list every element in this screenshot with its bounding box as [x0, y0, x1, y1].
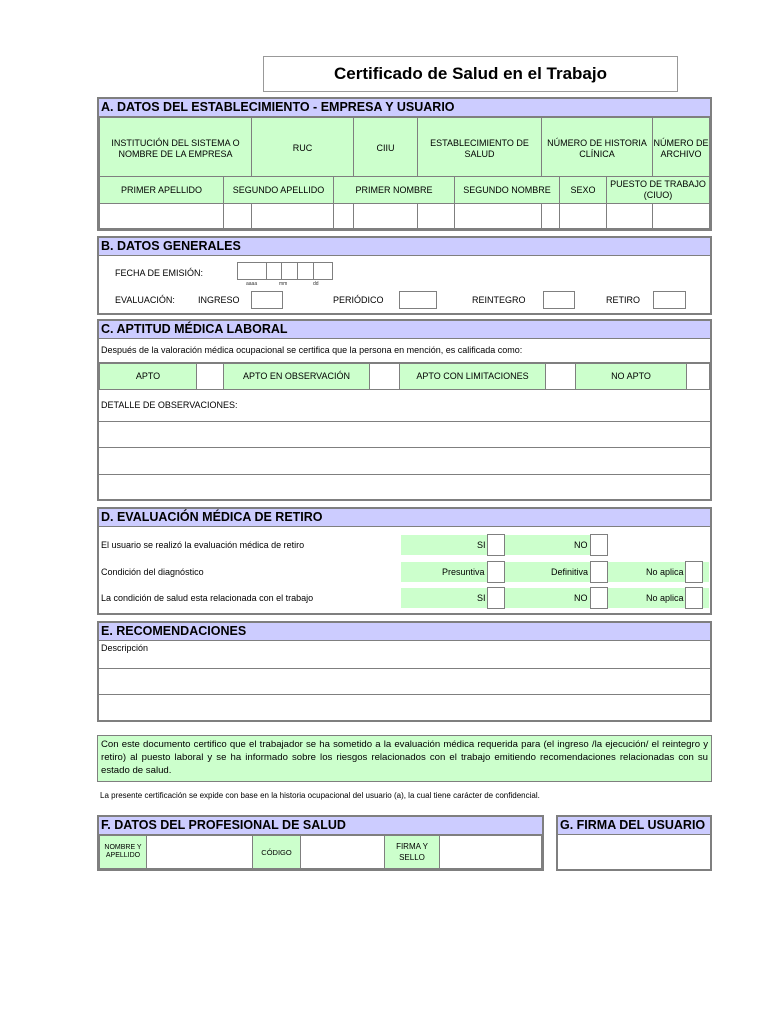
apto-limitaciones-label: APTO CON LIMITACIONES	[400, 364, 546, 390]
section-e-header: E. RECOMENDACIONES	[99, 623, 710, 641]
section-g-header: G. FIRMA DEL USUARIO	[558, 817, 710, 835]
periodico-checkbox[interactable]	[399, 291, 437, 309]
fecha-dia-box[interactable]	[313, 262, 333, 280]
page-title: Certificado de Salud en el Trabajo	[263, 56, 678, 92]
header-numero-archivo: NÚMERO DE ARCHIVO	[653, 118, 710, 180]
no-apto-label: NO APTO	[576, 364, 687, 390]
section-c-header: C. APTITUD MÉDICA LABORAL	[99, 321, 710, 339]
section-d-header: D. EVALUACIÓN MÉDICA DE RETIRO	[99, 509, 710, 527]
segundo-apellido-field[interactable]	[224, 204, 334, 230]
sexo-field[interactable]	[560, 204, 607, 230]
section-b-header: B. DATOS GENERALES	[99, 238, 710, 256]
certification-text: Con este documento certifico que el trabajador se ha sometido a la evaluación médica requerida para (el ingreso /la ejecución/ el reintegro y retiro) al puesto laboral y se ha informado sobre los riesgos relacionados con el trabajo emitiendo recomendaciones relacionadas con su estado de salud.	[97, 735, 712, 782]
condicion-diagnostico-question: Condición del diagnóstico	[101, 567, 204, 577]
header-ruc: RUC	[252, 118, 354, 180]
ingreso-label: INGRESO	[198, 295, 240, 305]
observaciones-field[interactable]	[99, 422, 710, 498]
section-c	[97, 319, 712, 501]
section-d	[97, 507, 712, 615]
header-primer-apellido: PRIMER APELLIDO	[100, 177, 224, 204]
section-a-header: A. DATOS DEL ESTABLECIMIENTO - EMPRESA Y USUARIO	[99, 99, 710, 117]
q1-no-checkbox[interactable]	[590, 534, 608, 556]
header-ciiu: CIIU	[354, 118, 418, 180]
primer-nombre-field[interactable]	[334, 204, 455, 230]
header-segundo-apellido: SEGUNDO APELLIDO	[224, 177, 334, 204]
fecha-anio-box-2[interactable]	[266, 262, 282, 280]
header-segundo-nombre: SEGUNDO NOMBRE	[455, 177, 560, 204]
retiro-label: RETIRO	[606, 295, 641, 305]
header-puesto-trabajo: PUESTO DE TRABAJO (CIUO)	[607, 177, 710, 204]
aptitud-options-table	[99, 363, 710, 390]
nombre-apellido-label: NOMBRE Y APELLIDO	[100, 836, 147, 869]
no-apto-checkbox[interactable]	[687, 364, 710, 390]
section-b	[97, 236, 712, 315]
recomendaciones-field[interactable]	[99, 655, 710, 719]
definitiva-label: Definitiva	[551, 567, 589, 577]
fecha-mes-box[interactable]	[281, 262, 298, 280]
header-institucion: INSTITUCIÓN DEL SISTEMA O NOMBRE DE LA EMPRESA	[100, 118, 252, 180]
header-primer-nombre: PRIMER NOMBRE	[334, 177, 455, 204]
firma-usuario-field[interactable]	[558, 837, 710, 869]
q3-si-checkbox[interactable]	[487, 587, 505, 609]
presuntiva-label: Presuntiva	[442, 567, 485, 577]
q2-no-aplica-label: No aplica	[646, 567, 684, 577]
apto-observacion-label: APTO EN OBSERVACIÓN	[224, 364, 370, 390]
q1-si-checkbox[interactable]	[487, 534, 505, 556]
header-sexo: SEXO	[560, 177, 607, 204]
firma-sello-label: FIRMA Y SELLO	[385, 836, 440, 869]
nombre-apellido-field[interactable]	[147, 836, 253, 869]
ingreso-checkbox[interactable]	[251, 291, 283, 309]
fecha-mes-box-2[interactable]	[297, 262, 314, 280]
header-historia-clinica: NÚMERO DE HISTORIA CLÍNICA	[542, 118, 653, 180]
confidential-note: La presente certificación se expide con base en la historia ocupacional del usuario (a), la cual tiene carácter de confidencial.	[100, 791, 540, 800]
retiro-checkbox[interactable]	[653, 291, 686, 309]
codigo-field[interactable]	[301, 836, 385, 869]
apto-limitaciones-checkbox[interactable]	[546, 364, 576, 390]
q3-no-checkbox[interactable]	[590, 587, 608, 609]
mm-label: mm	[279, 281, 288, 287]
descripcion-label: Descripción	[101, 643, 149, 653]
firma-sello-field[interactable]	[440, 836, 542, 869]
section-a-table-2	[99, 176, 710, 230]
q2-no-aplica-checkbox[interactable]	[685, 561, 703, 583]
reintegro-label: REINTEGRO	[472, 295, 526, 305]
periodico-label: PERIÓDICO	[333, 295, 384, 305]
apto-checkbox[interactable]	[197, 364, 224, 390]
q3-no-aplica-label: No aplica	[646, 593, 684, 603]
apto-observacion-checkbox[interactable]	[370, 364, 400, 390]
relacion-trabajo-question: La condición de salud esta relacionada con el trabajo	[101, 593, 314, 603]
q3-no-aplica-checkbox[interactable]	[685, 587, 703, 609]
section-g	[556, 815, 712, 871]
fecha-emision-label: FECHA DE EMISIÓN:	[115, 268, 204, 278]
section-e	[97, 621, 712, 722]
codigo-label: CÓDIGO	[253, 836, 301, 869]
definitiva-checkbox[interactable]	[590, 561, 608, 583]
section-f-header: F. DATOS DEL PROFESIONAL DE SALUD	[99, 817, 542, 835]
segundo-nombre-field[interactable]	[455, 204, 560, 230]
q1-no-label: NO	[574, 540, 588, 550]
detalle-observaciones-label: DETALLE DE OBSERVACIONES:	[101, 400, 238, 410]
fecha-anio-box[interactable]	[237, 262, 267, 280]
dd-label: dd	[313, 281, 319, 287]
aaaa-label: aaaa	[246, 281, 258, 287]
aptitud-intro-text: Después de la valoración médica ocupacional se certifica que la persona en mención, es calificada como:	[101, 345, 523, 355]
header-establecimiento: ESTABLECIMIENTO DE SALUD	[418, 118, 542, 180]
puesto-trabajo-field[interactable]	[607, 204, 710, 230]
q3-si-label: SI	[477, 593, 486, 603]
reintegro-checkbox[interactable]	[543, 291, 575, 309]
evaluacion-label: EVALUACIÓN:	[115, 295, 175, 305]
apto-label: APTO	[100, 364, 197, 390]
section-f	[97, 815, 544, 871]
q1-si-label: SI	[477, 540, 486, 550]
section-a	[97, 97, 712, 231]
q3-no-label: NO	[574, 593, 588, 603]
retiro-evaluacion-question: El usuario se realizó la evaluación médica de retiro	[101, 540, 305, 550]
presuntiva-checkbox[interactable]	[487, 561, 505, 583]
section-f-table	[99, 835, 542, 869]
primer-apellido-field[interactable]	[100, 204, 224, 230]
